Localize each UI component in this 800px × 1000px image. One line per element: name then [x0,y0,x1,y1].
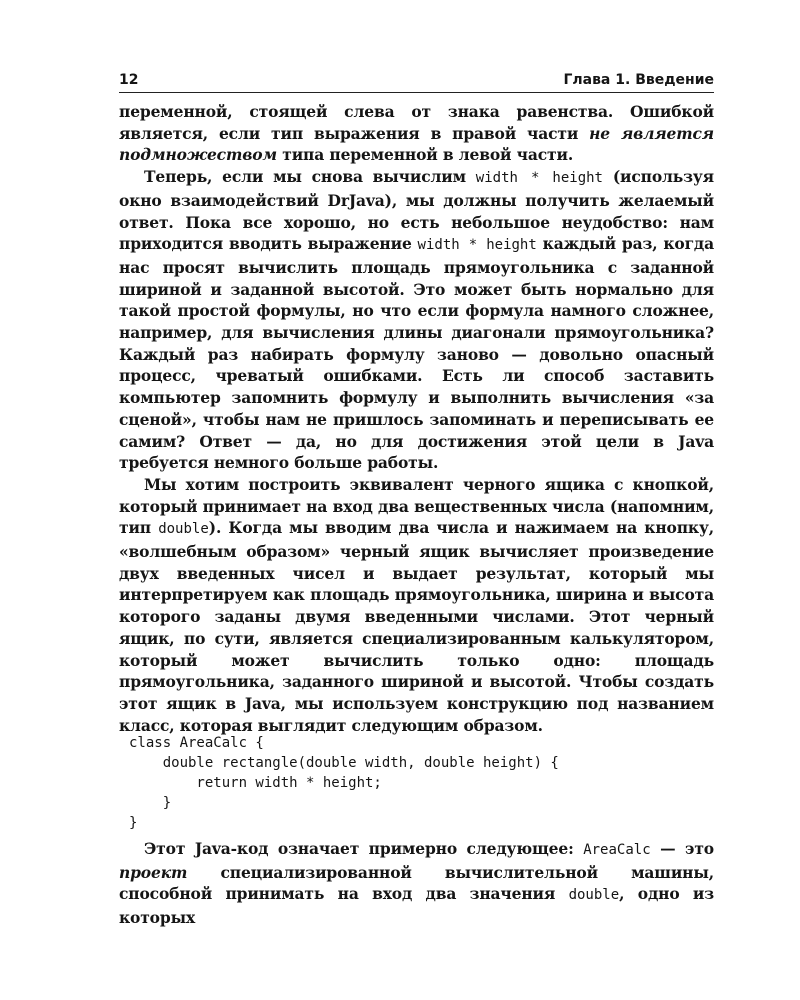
para4-text-3: специализированной вычислительной машины, способной принимать на вход два значения [119,862,714,904]
body-text-top [119,101,714,736]
body-text-bottom [119,838,714,929]
paragraph-3 [119,474,714,736]
para4-text-2: — это [650,839,714,858]
code-line: } [129,815,138,831]
para3-text-2: ). Когда мы вводим два числа и нажимаем на кнопку, «волшебным образом» черный ящик вычисляет произведение двух введенных чисел и выдает результат, который мы интерпретируем как площадь прямоугольника, ширина и высота которого заданы двумя введенными числами. Этот черный ящик, по сути, является специализированным калькулятором, который может вычислить только одно: площадь прямоугольника, заданного шириной и высотой. Чтобы создать этот ящик в Java, мы используем конструкцию под названием класс, которая выглядит следующим образом. [119,518,714,735]
code-line: } [129,795,172,811]
para4-text-1: Этот Java-код означает примерно следующее: [144,839,584,858]
code-line: class AreaCalc { [129,735,264,751]
para2-text-3: каждый раз, когда нас просят вычислить площадь прямоугольника с заданной шириной и заданной высотой. Это может быть нормально для такой простой формулы, но что если формула намного сложнее, например, для вычисления длины диагонали прямоугольника? Каждый раз набирать формулу заново — довольно опасный процесс, чреватый ошибками. Есть ли способ заставить компьютер запомнить формулу и выполнить вычисления «за сценой», чтобы нам не пришлось запоминать и переписывать ее самим? Ответ — да, но для достижения этой цели в Java требуется немного больше работы. [119,234,714,473]
chapter-title: Глава 1. Введение [563,72,714,88]
para1-emphasis: не является подмножеством [119,123,714,165]
code-listing [129,733,559,833]
para4-text-4: , одно из которых [119,884,714,928]
code-line: double rectangle(double width, double height) { [129,755,559,771]
paragraph-4 [119,838,714,929]
para3-text-1: Мы хотим построить эквивалент черного ящика с кнопкой, который принимает на вход два вещественных числа (напомним, тип [119,474,714,538]
para1-text-1: переменной, стоящей слева от знака равенства. Ошибкой является, если тип выражения в правой части [119,102,714,143]
code-line: return width * height; [129,775,382,791]
para2-text-2: (используя окно взаимодействий DrJava), мы должны получить желаемый ответ. Пока все хорошо, но есть небольшое неудобство: нам приходится вводить выражение [119,167,714,254]
paragraph-1 [119,101,714,166]
para4-inline-code-1: AreaCalc [583,842,651,858]
para3-inline-code: double [158,521,209,538]
header-rule [119,92,714,93]
para2-inline-code-1: width * height [475,170,603,187]
page-number: 12 [119,72,139,88]
para1-text-2: типа переменной в левой части. [277,145,574,165]
para2-text-1: Теперь, если мы снова вычислим [144,167,476,187]
para4-emphasis: проект [119,862,188,882]
paragraph-2 [119,166,714,474]
page-header [119,70,714,92]
para2-inline-code-2: width * height [417,237,537,254]
para4-inline-code-2: double [568,887,620,904]
